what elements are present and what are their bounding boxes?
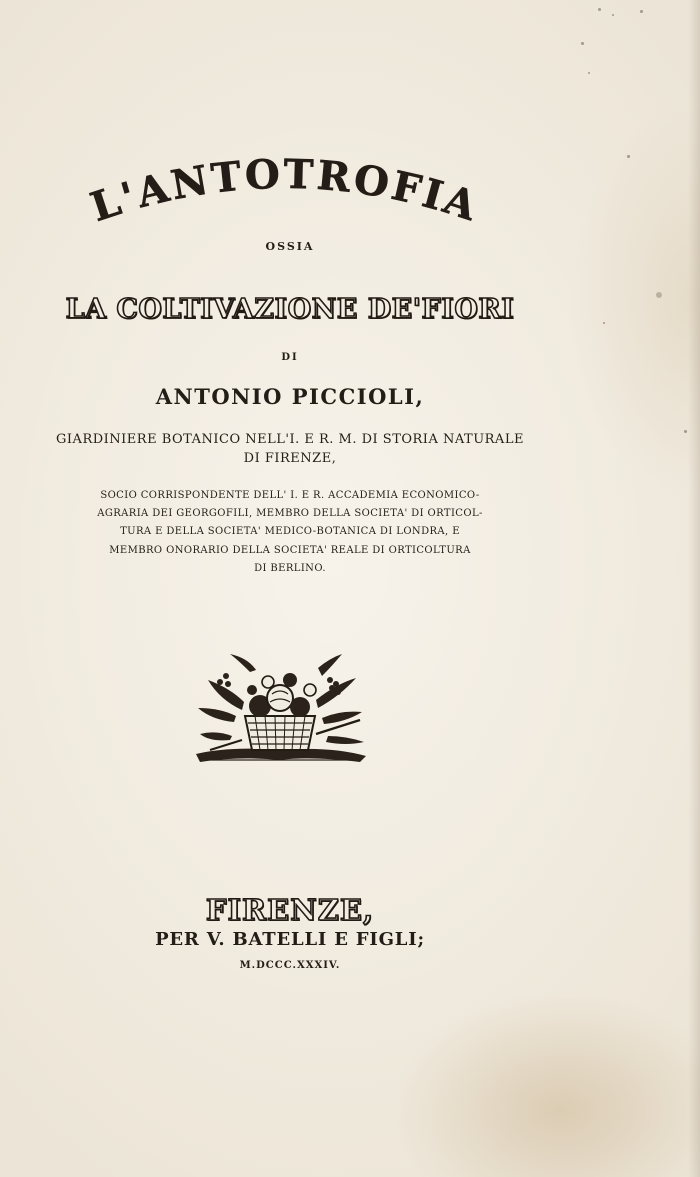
foxing-spot bbox=[588, 72, 590, 74]
memberships-line: SOCIO CORRISPONDENTE DELL' I. E R. ACCADEMIA ECONOMICO- bbox=[100, 490, 480, 501]
memberships-line: TURA E DELLA SOCIETA' MEDICO-BOTANICA DI LONDRA, E bbox=[120, 526, 460, 537]
foxing-spot bbox=[640, 10, 643, 13]
foxing-spot bbox=[612, 14, 614, 16]
memberships-line: DI BERLINO. bbox=[254, 563, 326, 574]
imprint-publisher: PER V. BATELLI E FIGLI; bbox=[155, 929, 425, 950]
foxing-spot bbox=[603, 322, 605, 324]
author-name: ANTONIO PICCIOLI, bbox=[155, 384, 425, 409]
foxing-spot bbox=[627, 155, 630, 158]
author-role-line: DI FIRENZE, bbox=[243, 451, 337, 466]
foxing-spot bbox=[656, 292, 662, 298]
svg-text:L'ANTOTROFIA bbox=[85, 151, 485, 231]
author-role-line: GIARDINIERE BOTANICO NELL'I. E R. M. DI STORIA NATURALE bbox=[56, 432, 524, 447]
ossia-label: OSSIA bbox=[265, 240, 315, 253]
foxing-spot bbox=[581, 42, 584, 45]
foxing-spot bbox=[684, 430, 687, 433]
di-label: DI bbox=[281, 352, 299, 363]
memberships-line: AGRARIA DEI GEORGOFILI, MEMBRO DELLA SOCIETA' DI ORTICOL- bbox=[97, 508, 483, 519]
page-edge-shadow bbox=[688, 0, 700, 1177]
subtitle: LA COLTIVAZIONE DE'FIORI bbox=[65, 294, 515, 325]
memberships-line: MEMBRO ONORARIO DELLA SOCIETA' REALE DI ORTICOLTURA bbox=[109, 545, 471, 556]
flower-basket-engraving-icon bbox=[190, 650, 372, 772]
main-title-text: L'ANTOTROFIA bbox=[84, 150, 485, 232]
main-title bbox=[70, 130, 500, 250]
imprint-year: M.DCCC.XXXIV. bbox=[239, 960, 341, 971]
foxing-spot bbox=[598, 8, 601, 11]
imprint-city: FIRENZE, bbox=[205, 893, 375, 927]
